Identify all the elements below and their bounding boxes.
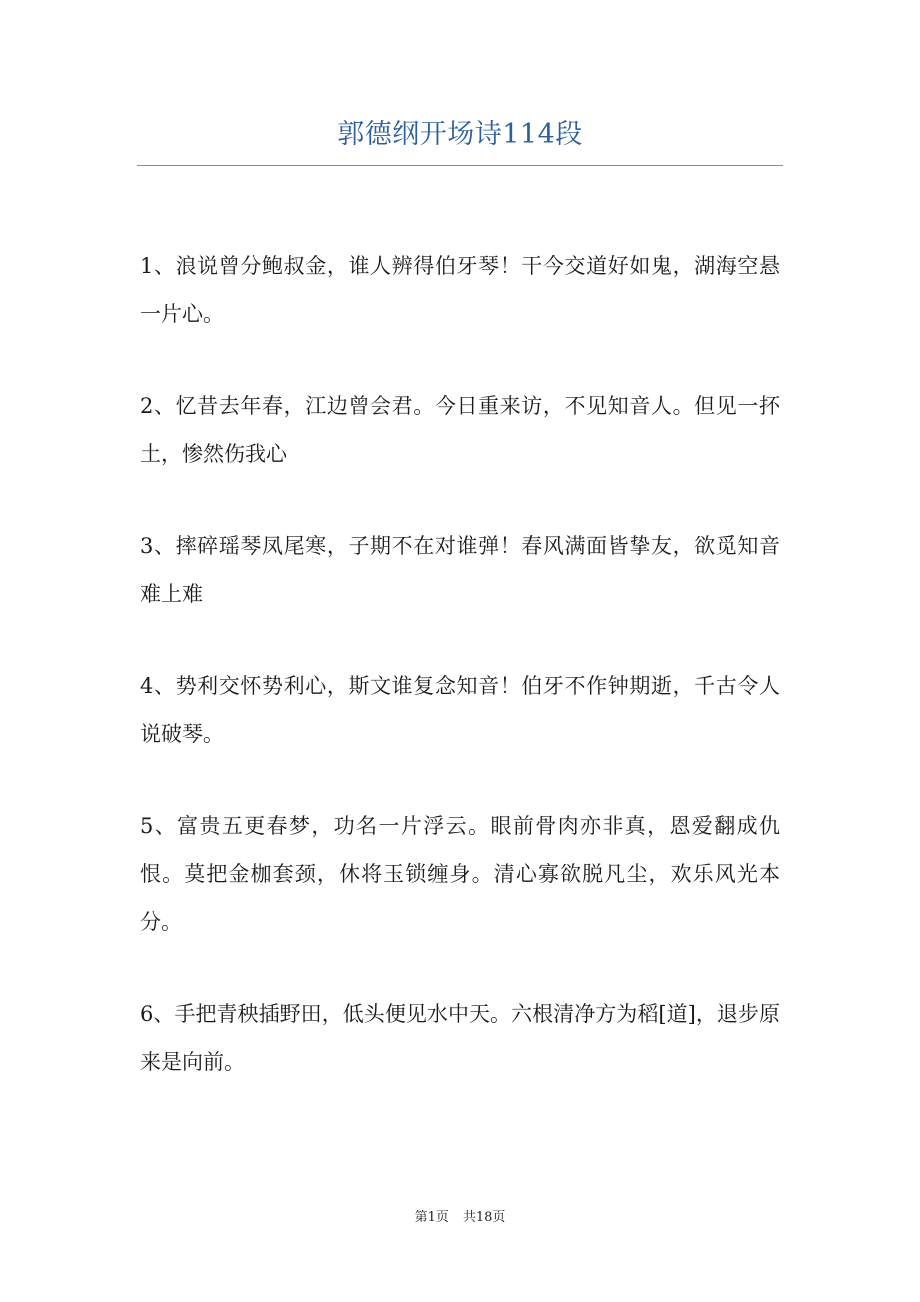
poem-item: 5、富贵五更春梦，功名一片浮云。眼前骨肉亦非真，恩爱翻成仇恨。莫把金枷套颈，休将玉锁缠身。清心寡欲脱凡尘，欢乐风光本分。 xyxy=(140,814,780,934)
page-total: 共18页 xyxy=(462,1210,506,1225)
page-title: 郭德纲开场诗114段 xyxy=(337,119,583,150)
poem-item: 4、势利交怀势利心，斯文谁复念知音！伯牙不作钟期逝，千古令人说破琴。 xyxy=(140,674,780,746)
page-footer xyxy=(0,1206,920,1225)
poem-list xyxy=(140,242,780,1130)
poem-item: 2、忆昔去年春，江边曾会君。今日重来访，不见知音人。但见一抔土，惨然伤我心 xyxy=(140,394,780,466)
poem-item: 3、摔碎瑶琴凤尾寒，子期不在对谁弹！春风满面皆挚友，欲觅知音难上难 xyxy=(140,534,780,606)
title-divider xyxy=(137,165,783,166)
page-number: 第1页 xyxy=(414,1210,449,1225)
poem-item: 1、浪说曾分鲍叔金，谁人辨得伯牙琴！干今交道好如鬼，湖海空悬一片心。 xyxy=(140,254,780,326)
poem-item: 6、手把青秧插野田，低头便见水中天。六根清净方为稻[道]，退步原来是向前。 xyxy=(140,1002,780,1074)
